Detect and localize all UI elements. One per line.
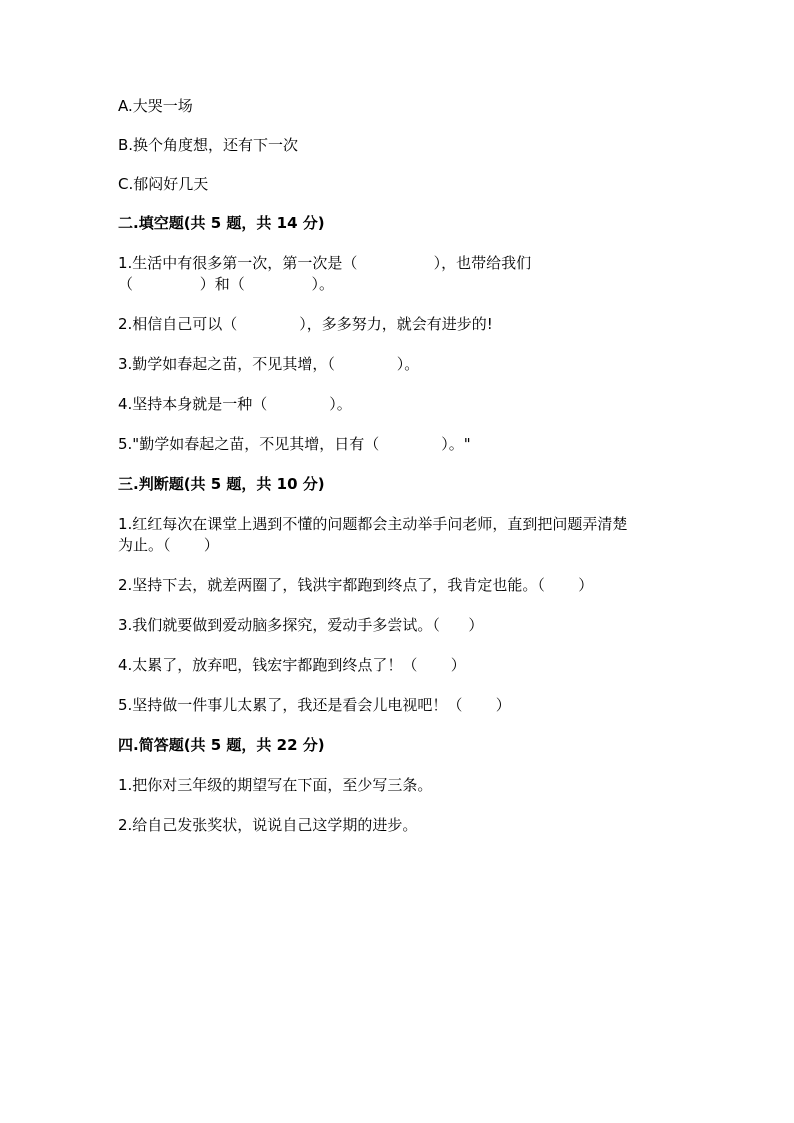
option-c: C.郁闷好几天 bbox=[118, 175, 209, 193]
question-item bbox=[118, 394, 678, 414]
question-item bbox=[118, 314, 678, 334]
option-a: A.大哭一场 bbox=[118, 97, 193, 115]
question-item bbox=[118, 514, 678, 555]
question-line: 5."勤学如春起之苗，不见其增，日有（ ）。" bbox=[118, 435, 471, 453]
question-line: 5.坚持做一件事儿太累了，我还是看会儿电视吧！（ ） bbox=[118, 696, 511, 714]
question-item bbox=[118, 815, 678, 835]
question-line: 3.勤学如春起之苗，不见其增，（ ）。 bbox=[118, 355, 420, 373]
question-line: 为止。（ ） bbox=[118, 536, 219, 554]
question-item bbox=[118, 253, 678, 294]
section-title-true-false: 三.判断题(共 5 题，共 10 分) bbox=[118, 475, 325, 493]
question-item bbox=[118, 775, 678, 795]
exam-page bbox=[118, 96, 678, 855]
question-item bbox=[118, 655, 678, 675]
option-b: B.换个角度想，还有下一次 bbox=[118, 136, 299, 154]
section-title-fill-blank: 二.填空题(共 5 题，共 14 分) bbox=[118, 214, 325, 232]
section-title-short-answer: 四.简答题(共 5 题，共 22 分) bbox=[118, 736, 325, 754]
question-line: 1.生活中有很多第一次，第一次是（ ），也带给我们 bbox=[118, 254, 532, 272]
question-item bbox=[118, 695, 678, 715]
question-item bbox=[118, 434, 678, 454]
question-item bbox=[118, 615, 678, 635]
question-line: 4.太累了，放弃吧，钱宏宇都跑到终点了！（ ） bbox=[118, 656, 466, 674]
question-line: 1.把你对三年级的期望写在下面，至少写三条。 bbox=[118, 776, 433, 794]
question-line: （ ）和（ ）。 bbox=[118, 275, 335, 293]
question-item bbox=[118, 354, 678, 374]
question-line: 2.给自己发张奖状，说说自己这学期的进步。 bbox=[118, 816, 418, 834]
question-line: 1.红红每次在课堂上遇到不懂的问题都会主动举手问老师，直到把问题弄清楚 bbox=[118, 515, 628, 533]
question-line: 4.坚持本身就是一种（ ）。 bbox=[118, 395, 352, 413]
question-line: 2.相信自己可以（ ），多多努力，就会有进步的! bbox=[118, 315, 493, 333]
question-line: 2.坚持下去，就差两圈了，钱洪宇都跑到终点了，我肯定也能。（ ） bbox=[118, 576, 594, 594]
question-line: 3.我们就要做到爱动脑多探究，爱动手多尝试。（ ） bbox=[118, 616, 484, 634]
question-item bbox=[118, 575, 678, 595]
